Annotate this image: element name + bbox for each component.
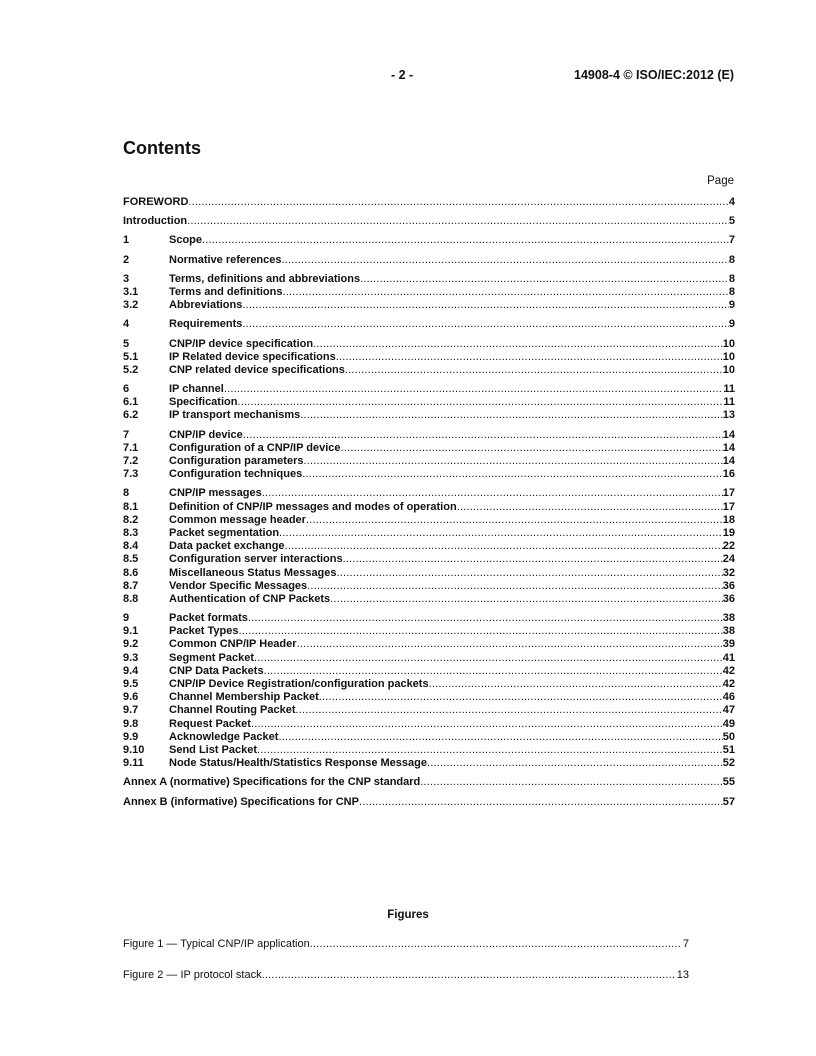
toc-group	[123, 196, 735, 209]
toc-entry-number: 9	[123, 612, 130, 625]
toc-entry-page: 47	[722, 704, 735, 717]
figure-entry-title: Figure 2 — IP protocol stack	[123, 969, 262, 981]
toc-entry-number: 7.1	[123, 441, 139, 454]
toc-entry-page: 14	[722, 441, 735, 454]
toc-entry-title: Terms, definitions and abbreviations	[169, 272, 361, 285]
toc-entry-title: CNP/IP device	[169, 428, 243, 441]
figure-entry-title: Figure 1 — Typical CNP/IP application	[123, 938, 310, 950]
toc-group	[123, 796, 735, 809]
toc-entry-title: Annex A (normative) Specifications for the CNP standard	[123, 776, 421, 789]
toc-entry[interactable]	[123, 514, 735, 527]
toc-entry-page: 10	[722, 350, 735, 363]
toc-entry[interactable]	[123, 625, 735, 638]
toc-entry-title: Node Status/Health/Statistics Response Message	[169, 757, 427, 770]
standard-id: 14908-4 © ISO/IEC:2012 (E)	[574, 68, 734, 82]
toc-entry-number: 8.7	[123, 579, 139, 592]
toc-entry-page: 11	[723, 396, 735, 409]
toc-entry-title: Packet Types	[169, 625, 239, 638]
toc-entry-page: 51	[722, 743, 735, 756]
toc-group	[123, 338, 735, 378]
toc-entry-page: 16	[722, 468, 735, 481]
dot-leader	[306, 514, 723, 527]
toc-entry-page: 46	[722, 691, 735, 704]
toc-entry-number: 3.1	[123, 285, 139, 298]
toc-entry-title: FOREWORD	[123, 196, 189, 208]
dot-leader	[345, 364, 723, 377]
toc-entry-number: 5.1	[123, 350, 139, 363]
toc-entry[interactable]	[123, 396, 735, 409]
toc-entry-title: Acknowledge Packet	[169, 730, 279, 743]
toc-entry-title: Packet formats	[169, 612, 248, 625]
toc-entry[interactable]	[123, 468, 735, 481]
toc-entry-title: CNP/IP Device Registration/configuration packets	[169, 678, 429, 690]
toc-entry[interactable]	[123, 553, 735, 566]
toc-group	[123, 318, 735, 331]
dot-leader	[248, 612, 723, 625]
toc-entry-page: 17	[722, 500, 735, 513]
toc-entry[interactable]	[123, 678, 735, 691]
dot-leader	[307, 580, 723, 593]
toc-group	[123, 254, 735, 267]
toc-entry-page: 10	[722, 337, 735, 350]
toc-entry-page: 41	[722, 651, 735, 664]
dot-leader	[303, 455, 722, 468]
toc-entry-page: 9	[728, 299, 735, 312]
toc-entry-page: 5	[728, 215, 735, 228]
dot-leader	[310, 937, 680, 951]
toc-entry-title: Configuration of a CNP/IP device	[169, 441, 341, 454]
toc-entry-number: 6.1	[123, 396, 139, 409]
toc-entry[interactable]	[123, 487, 735, 500]
toc-group	[123, 487, 735, 606]
toc-entry-number: 3	[123, 272, 130, 285]
toc-entry-page: 19	[722, 526, 735, 539]
toc-group	[123, 612, 735, 770]
toc-entry-page: 42	[722, 678, 735, 690]
dot-leader	[262, 968, 674, 982]
toc-entry-title: Abbreviations	[169, 299, 243, 312]
toc-entry-page: 32	[722, 566, 735, 579]
dot-leader	[282, 254, 729, 267]
toc-group	[123, 273, 735, 313]
dot-leader	[187, 215, 729, 228]
toc-entry-number: 9.6	[123, 691, 139, 704]
toc-entry-number: 9.2	[123, 638, 139, 651]
toc-entry-page: 36	[722, 579, 735, 592]
toc-entry-title: Miscellaneous Status Messages	[169, 566, 337, 579]
toc-entry[interactable]	[123, 215, 735, 228]
dot-leader	[262, 487, 723, 500]
dot-leader	[336, 351, 723, 364]
list-of-figures	[123, 937, 689, 999]
dot-leader	[341, 442, 723, 455]
toc-entry[interactable]	[123, 567, 735, 580]
toc-entry-page: 11	[723, 383, 735, 396]
dot-leader	[427, 757, 723, 770]
dot-leader	[257, 744, 723, 757]
toc-entry-number: 8.4	[123, 540, 139, 553]
dot-leader	[343, 553, 723, 566]
dot-leader	[359, 796, 723, 809]
toc-entry[interactable]	[123, 691, 735, 704]
toc-entry-page: 14	[722, 455, 735, 467]
toc-entry-title: CNP/IP device specification	[169, 337, 314, 350]
dot-leader	[251, 718, 723, 731]
toc-group	[123, 776, 735, 789]
toc-entry-page: 14	[722, 428, 735, 441]
toc-entry-number: 8.3	[123, 526, 139, 539]
toc-entry-number: 6.2	[123, 409, 139, 422]
toc-entry-title: Common CNP/IP Header	[169, 638, 297, 651]
toc-entry[interactable]	[123, 409, 735, 422]
toc-entry-page: 18	[722, 513, 735, 526]
dot-leader	[296, 704, 723, 717]
toc-entry-title: IP Related device specifications	[169, 350, 336, 363]
toc-entry[interactable]	[123, 501, 735, 514]
dot-leader	[202, 234, 729, 247]
toc-entry-number: 9.7	[123, 704, 139, 717]
toc-entry[interactable]	[123, 757, 735, 770]
toc-entry-page: 10	[722, 363, 735, 376]
dot-leader	[278, 731, 722, 744]
dot-leader	[319, 691, 723, 704]
toc-entry-number: 8.8	[123, 592, 139, 605]
toc-entry-page: 42	[722, 664, 735, 677]
toc-entry-title: Common message header	[169, 513, 306, 526]
toc-entry-page: 36	[722, 592, 735, 605]
figure-entry-page: 7	[682, 938, 689, 950]
toc-entry-page: 38	[722, 612, 735, 625]
dot-leader	[188, 196, 728, 209]
figure-entry[interactable]	[123, 968, 689, 982]
figure-entry-page: 13	[676, 969, 689, 981]
dot-leader	[239, 625, 723, 638]
toc-entry-number: 8.1	[123, 500, 139, 513]
toc-entry[interactable]	[123, 731, 735, 744]
toc-entry[interactable]	[123, 455, 735, 468]
toc-entry-title: Vendor Specific Messages	[169, 579, 308, 592]
page-column-label: Page	[707, 175, 734, 187]
toc-entry[interactable]	[123, 744, 735, 757]
toc-entry[interactable]	[123, 429, 735, 442]
toc-entry-title: CNP Data Packets	[169, 664, 264, 677]
toc-entry[interactable]	[123, 652, 735, 665]
toc-entry[interactable]	[123, 704, 735, 717]
toc-entry-title: Request Packet	[169, 717, 251, 730]
toc-entry-number: 5	[123, 337, 130, 350]
toc-entry[interactable]	[123, 718, 735, 731]
toc-entry-number: 9.5	[123, 678, 139, 690]
toc-entry-title: IP transport mechanisms	[169, 409, 301, 422]
toc-entry[interactable]	[123, 351, 735, 364]
toc-entry-number: 9.3	[123, 651, 139, 664]
toc-entry-page: 52	[722, 757, 735, 770]
toc-entry-number: 8.6	[123, 566, 139, 579]
toc-entry-number: 9.8	[123, 717, 139, 730]
toc-entry[interactable]	[123, 540, 735, 553]
toc-entry-number: 9.4	[123, 664, 139, 677]
toc-entry-page: 7	[728, 234, 735, 247]
toc-entry-number: 6	[123, 383, 130, 396]
toc-group	[123, 234, 735, 247]
toc-entry-title: Requirements	[169, 318, 243, 331]
toc-entry[interactable]	[123, 442, 735, 455]
dot-leader	[242, 299, 729, 312]
dot-leader	[297, 638, 723, 651]
toc-entry-number: 7	[123, 428, 130, 441]
dot-leader	[420, 776, 722, 789]
toc-entry-title: Data packet exchange	[169, 540, 285, 553]
toc-group	[123, 429, 735, 482]
toc-entry[interactable]	[123, 254, 735, 267]
toc-entry[interactable]	[123, 776, 735, 789]
page-header	[0, 68, 816, 84]
dot-leader	[243, 429, 723, 442]
dot-leader	[313, 338, 723, 351]
toc-entry-page: 8	[728, 253, 735, 266]
toc-entry[interactable]	[123, 665, 735, 678]
toc-entry-page: 49	[722, 717, 735, 730]
toc-entry-page: 38	[722, 625, 735, 638]
figure-entry[interactable]	[123, 937, 689, 951]
toc-entry-title: Configuration server interactions	[169, 553, 343, 566]
toc-entry[interactable]	[123, 580, 735, 593]
toc-entry-title: Terms and definitions	[169, 285, 283, 298]
dot-leader	[429, 678, 723, 691]
toc-entry-title: Normative references	[169, 253, 282, 266]
toc-entry-title: CNP/IP messages	[169, 487, 262, 500]
toc-entry-number: 7.3	[123, 468, 139, 481]
toc-entry-page: 4	[728, 196, 735, 208]
dot-leader	[242, 318, 729, 331]
toc-group	[123, 383, 735, 423]
toc-entry[interactable]	[123, 527, 735, 540]
toc-entry-title: Definition of CNP/IP messages and modes of operation	[169, 500, 457, 513]
toc-entry[interactable]	[123, 612, 735, 625]
table-of-contents	[123, 196, 735, 815]
toc-entry[interactable]	[123, 234, 735, 247]
toc-entry-title: Annex B (informative) Specifications for CNP	[123, 795, 359, 808]
toc-entry-title: Configuration techniques	[169, 468, 303, 481]
toc-entry-number: 8	[123, 487, 130, 500]
toc-entry-number: 4	[123, 318, 130, 331]
toc-entry-title: Channel Membership Packet	[169, 691, 319, 704]
dot-leader	[254, 652, 723, 665]
toc-entry[interactable]	[123, 299, 735, 312]
figures-title: Figures	[387, 909, 429, 921]
toc-entry-title: Introduction	[123, 215, 188, 228]
dot-leader	[302, 468, 723, 481]
toc-entry-page: 9	[728, 318, 735, 331]
toc-entry-number: 8.2	[123, 513, 139, 526]
dot-leader	[237, 396, 723, 409]
dot-leader	[300, 409, 723, 422]
toc-entry-title: Authentication of CNP Packets	[169, 592, 331, 605]
toc-entry-page: 17	[722, 487, 735, 500]
toc-entry-page: 8	[728, 272, 735, 285]
toc-entry-title: Channel Routing Packet	[169, 704, 296, 717]
toc-entry-title: Specification	[169, 396, 238, 409]
toc-entry[interactable]	[123, 286, 735, 299]
toc-entry-page: 24	[722, 553, 735, 566]
toc-entry-number: 9.10	[123, 743, 145, 756]
toc-entry-number: 3.2	[123, 299, 139, 312]
toc-entry-number: 8.5	[123, 553, 139, 566]
toc-entry-page: 22	[722, 540, 735, 553]
toc-entry[interactable]	[123, 196, 735, 209]
toc-entry-number: 2	[123, 253, 130, 266]
toc-entry-page: 55	[722, 776, 735, 789]
toc-entry-title: Send List Packet	[169, 743, 258, 756]
dot-leader	[285, 540, 723, 553]
toc-entry-title: IP channel	[169, 383, 224, 396]
toc-entry-title: CNP related device specifications	[169, 363, 345, 376]
toc-entry-number: 5.2	[123, 363, 139, 376]
dot-leader	[337, 567, 723, 580]
toc-entry-number: 1	[123, 234, 130, 247]
toc-entry-page: 8	[728, 285, 735, 298]
toc-entry-title: Scope	[169, 234, 203, 247]
toc-entry-title: Segment Packet	[169, 651, 254, 664]
toc-group	[123, 215, 735, 228]
toc-entry-page: 57	[722, 795, 735, 808]
toc-entry[interactable]	[123, 364, 735, 377]
toc-entry[interactable]	[123, 383, 735, 396]
dot-leader	[330, 593, 723, 606]
dot-leader	[224, 383, 724, 396]
dot-leader	[282, 286, 728, 299]
toc-entry-page: 39	[722, 638, 735, 651]
toc-entry[interactable]	[123, 638, 735, 651]
toc-entry-page: 50	[722, 730, 735, 743]
contents-title: Contents	[123, 138, 201, 158]
dot-leader	[264, 665, 723, 678]
toc-entry[interactable]	[123, 593, 735, 606]
page-number: - 2 -	[391, 68, 414, 82]
dot-leader	[279, 527, 723, 540]
toc-entry-number: 9.9	[123, 730, 139, 743]
toc-entry[interactable]	[123, 273, 735, 286]
toc-entry[interactable]	[123, 338, 735, 351]
toc-entry-number: 7.2	[123, 455, 139, 467]
toc-entry[interactable]	[123, 796, 735, 809]
toc-entry-page: 13	[722, 409, 735, 422]
toc-entry-number: 9.11	[123, 757, 144, 770]
toc-entry-title: Packet segmentation	[169, 526, 280, 539]
toc-entry[interactable]	[123, 318, 735, 331]
dot-leader	[457, 501, 723, 514]
toc-entry-title: Configuration parameters	[169, 455, 304, 467]
toc-entry-number: 9.1	[123, 625, 139, 638]
dot-leader	[360, 273, 729, 286]
